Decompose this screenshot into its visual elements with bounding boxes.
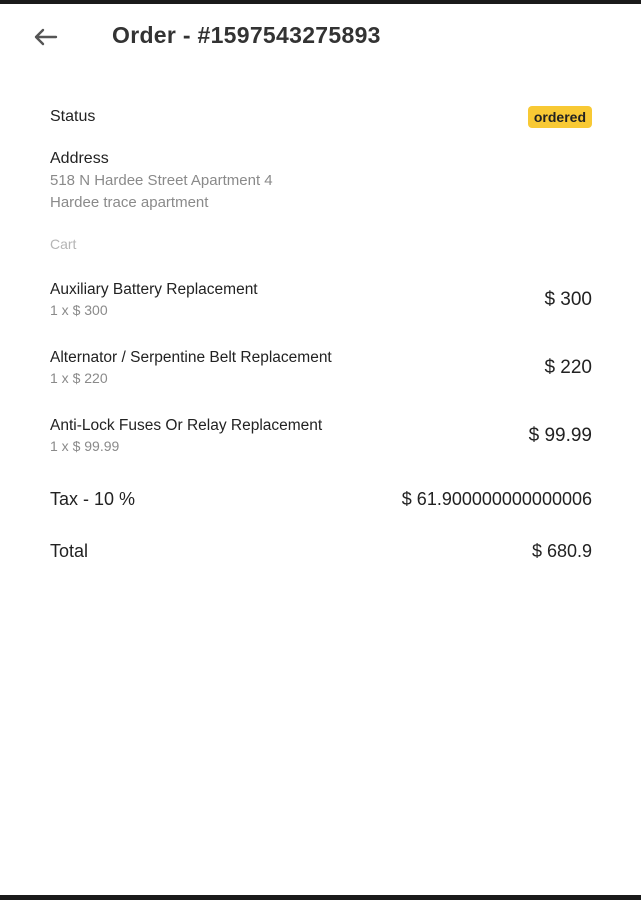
status-row: [50, 100, 592, 134]
address-block: [50, 150, 592, 212]
address-label: Address: [50, 150, 109, 167]
bottom-edge: [0, 895, 641, 900]
tax-row: [50, 484, 592, 514]
cart-item-name: Auxiliary Battery Replacement: [50, 281, 258, 298]
tax-label: Tax - 10 %: [50, 488, 136, 509]
arrow-left-icon: [32, 27, 58, 47]
cart-item-info: [50, 416, 322, 456]
address-line-1: 518 N Hardee Street Apartment 4: [50, 172, 273, 189]
total-row: [50, 536, 592, 566]
app-bar: [0, 4, 641, 68]
order-details: [50, 100, 592, 566]
status-badge: ordered: [528, 106, 592, 128]
cart-item-price: $ 220: [544, 357, 592, 378]
cart-item-info: [50, 280, 258, 320]
cart-item-name: Alternator / Serpentine Belt Replacement: [50, 349, 332, 366]
cart-item: [50, 344, 592, 392]
page-title: Order - #1597543275893: [112, 22, 381, 48]
cart-item-price: $ 300: [544, 289, 592, 310]
cart-label: Cart: [50, 236, 77, 252]
tax-value: $ 61.900000000000006: [401, 488, 592, 509]
cart-item-info: [50, 348, 332, 388]
cart-item-name: Anti-Lock Fuses Or Relay Replacement: [50, 417, 323, 434]
cart-item-qty: 1 x $ 99.99: [50, 438, 120, 454]
cart-item-qty: 1 x $ 220: [50, 370, 108, 386]
total-label: Total: [50, 540, 89, 561]
total-value: $ 680.9: [531, 540, 592, 561]
cart-item: [50, 412, 592, 460]
cart-item-price: $ 99.99: [528, 425, 592, 446]
cart-item-qty: 1 x $ 300: [50, 302, 108, 318]
address-line-2: Hardee trace apartment: [50, 194, 209, 211]
back-button[interactable]: [26, 18, 64, 56]
status-label: Status: [50, 108, 96, 125]
cart-item: [50, 276, 592, 324]
